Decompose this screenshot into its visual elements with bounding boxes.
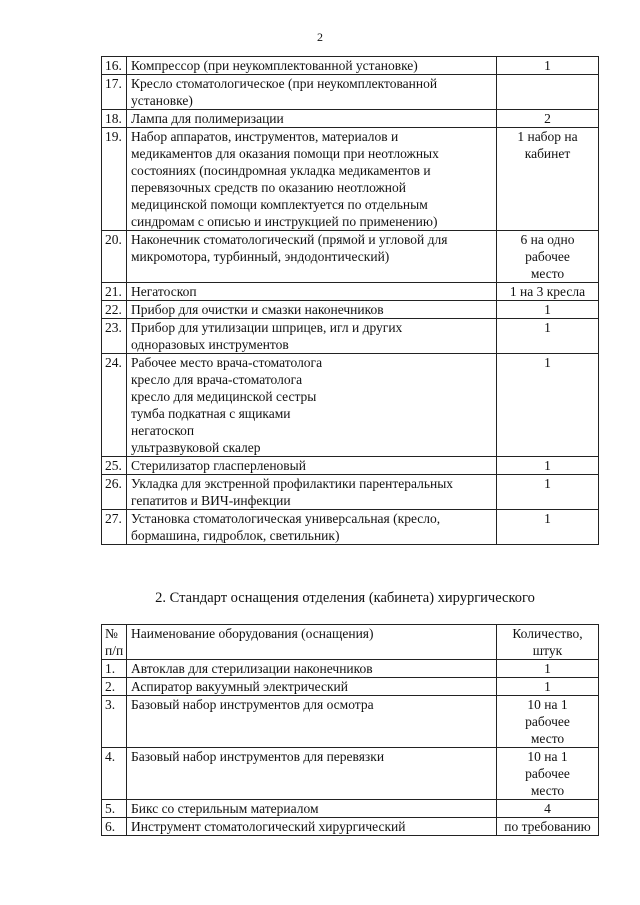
table-row: [102, 800, 599, 818]
table-row: [102, 696, 599, 748]
equipment-quantity: [497, 660, 599, 678]
section-title: 2. Стандарт оснащения отделения (кабинета) хирургического: [155, 590, 535, 606]
column-header-name-line: Наименование оборудования (оснащения): [131, 626, 374, 641]
row-number: 18.: [102, 110, 127, 128]
equipment-name: [127, 748, 497, 800]
equipment-name-line: тумба подкатная с ящиками: [131, 406, 291, 421]
equipment-name-line: одноразовых инструментов: [131, 337, 289, 352]
equipment-name: [127, 319, 497, 354]
equipment-name: [127, 818, 497, 836]
equipment-name: [127, 678, 497, 696]
equipment-quantity-line: кабинет: [524, 146, 571, 161]
equipment-name: [127, 475, 497, 510]
row-number: 17.: [102, 75, 127, 110]
equipment-name: [127, 75, 497, 110]
surgical-equipment-table-body: [102, 625, 599, 836]
equipment-quantity-line: 1: [544, 320, 551, 335]
equipment-quantity-line: место: [530, 731, 565, 746]
equipment-quantity: [497, 354, 599, 457]
equipment-name-line: гепатитов и ВИЧ-инфекции: [131, 493, 291, 508]
equipment-quantity-line: 1: [544, 511, 551, 526]
equipment-name-line: Наконечник стоматологический (прямой и угловой для: [131, 232, 448, 247]
equipment-name-line: Аспиратор вакуумный электрический: [131, 679, 348, 694]
equipment-quantity-line: 1: [544, 458, 551, 473]
equipment-name-line: Укладка для экстренной профилактики парентеральных: [131, 476, 454, 491]
row-number: 3.: [102, 696, 127, 748]
equipment-name-line: Лампа для полимеризации: [131, 111, 284, 126]
equipment-quantity-line: 1: [544, 661, 551, 676]
equipment-name-line: Базовый набор инструментов для осмотра: [131, 697, 374, 712]
table-row: [102, 660, 599, 678]
equipment-name: [127, 57, 497, 75]
table-row: [102, 678, 599, 696]
equipment-name-line: Автоклав для стерилизации наконечников: [131, 661, 373, 676]
equipment-quantity: [497, 75, 599, 110]
table-header-row: [102, 625, 599, 660]
column-header-number-line: №: [105, 626, 118, 641]
equipment-quantity: [497, 283, 599, 301]
equipment-quantity: [497, 110, 599, 128]
equipment-quantity: [497, 319, 599, 354]
equipment-name-line: Бикс со стерильным материалом: [131, 801, 319, 816]
equipment-name-line: микромотора, турбинный, эндодонтический): [131, 249, 390, 264]
column-header-name: [127, 625, 497, 660]
row-number: 2.: [102, 678, 127, 696]
table-row: [102, 57, 599, 75]
equipment-name: [127, 231, 497, 283]
row-number: 27.: [102, 510, 127, 545]
equipment-name-line: Прибор для утилизации шприцев, игл и других: [131, 320, 403, 335]
row-number: 26.: [102, 475, 127, 510]
equipment-name-line: медикаментов для оказания помощи при неотложных: [131, 146, 439, 161]
equipment-quantity-line: 1 на 3 кресла: [509, 284, 586, 299]
equipment-name: [127, 800, 497, 818]
table-row: [102, 301, 599, 319]
row-number: 5.: [102, 800, 127, 818]
equipment-quantity: [497, 457, 599, 475]
equipment-quantity: [497, 57, 599, 75]
row-number: 24.: [102, 354, 127, 457]
table-row: [102, 283, 599, 301]
equipment-name-line: медицинской помощи комплектуется по отдельным: [131, 197, 428, 212]
equipment-name-line: Установка стоматологическая универсальная (кресло,: [131, 511, 441, 526]
equipment-name-line: негатоскоп: [131, 423, 195, 438]
equipment-quantity-line: 2: [544, 111, 551, 126]
column-header-number-line: п/п: [105, 643, 124, 658]
equipment-name-line: Набор аппаратов, инструментов, материалов и: [131, 129, 399, 144]
equipment-name-line: Рабочее место врача-стоматолога: [131, 355, 323, 370]
row-number: 25.: [102, 457, 127, 475]
row-number: 6.: [102, 818, 127, 836]
equipment-quantity: [497, 475, 599, 510]
equipment-quantity: [497, 696, 599, 748]
equipment-name-line: Инструмент стоматологический хирургический: [131, 819, 406, 834]
equipment-quantity: [497, 128, 599, 231]
table-row: [102, 818, 599, 836]
equipment-quantity-line: 1: [544, 302, 551, 317]
equipment-quantity-line: 1 набор на: [517, 129, 578, 144]
table-row: [102, 75, 599, 110]
equipment-quantity-line: 1: [544, 355, 551, 370]
equipment-name: [127, 283, 497, 301]
equipment-name-line: состояниях (посиндромная укладка медикаментов и: [131, 163, 431, 178]
column-header-quantity-line: штук: [532, 643, 563, 658]
equipment-name: [127, 354, 497, 457]
row-number: 22.: [102, 301, 127, 319]
equipment-name-line: синдромам с описью и инструкцией по применению): [131, 214, 438, 229]
equipment-name-line: Базовый набор инструментов для перевязки: [131, 749, 385, 764]
equipment-name: [127, 510, 497, 545]
table-row: [102, 354, 599, 457]
table-row: [102, 128, 599, 231]
equipment-quantity: [497, 800, 599, 818]
table-row: [102, 231, 599, 283]
table-row: [102, 110, 599, 128]
equipment-name-line: Компрессор (при неукомплектованной установке): [131, 58, 418, 73]
equipment-quantity: [497, 818, 599, 836]
equipment-name: [127, 128, 497, 231]
column-header-number: [102, 625, 127, 660]
table-row: [102, 319, 599, 354]
row-number: 21.: [102, 283, 127, 301]
equipment-name: [127, 696, 497, 748]
equipment-name-line: бормашина, гидроблок, светильник): [131, 528, 340, 543]
table-row: [102, 475, 599, 510]
row-number: 20.: [102, 231, 127, 283]
equipment-quantity-line: 1: [544, 58, 551, 73]
equipment-name-line: Прибор для очистки и смазки наконечников: [131, 302, 384, 317]
row-number: 1.: [102, 660, 127, 678]
equipment-name-line: установке): [131, 93, 193, 108]
equipment-table-continued-body: [102, 57, 599, 545]
column-header-quantity-line: Количество,: [512, 626, 583, 641]
equipment-quantity: [497, 748, 599, 800]
equipment-quantity-line: 10 на 1: [527, 749, 568, 764]
equipment-quantity-line: по требованию: [504, 819, 591, 834]
equipment-name-line: Кресло стоматологическое (при неукомплектованной: [131, 76, 438, 91]
row-number: 23.: [102, 319, 127, 354]
equipment-quantity-line: место: [530, 783, 565, 798]
table-row: [102, 510, 599, 545]
equipment-quantity-line: 4: [544, 801, 551, 816]
equipment-name: [127, 110, 497, 128]
equipment-name: [127, 301, 497, 319]
equipment-quantity: [497, 678, 599, 696]
equipment-quantity-line: рабочее: [525, 714, 570, 729]
equipment-name-line: кресло для врача-стоматолога: [131, 372, 303, 387]
row-number: 4.: [102, 748, 127, 800]
equipment-quantity-line: место: [530, 266, 565, 281]
equipment-quantity-line: 10 на 1: [527, 697, 568, 712]
row-number: 19.: [102, 128, 127, 231]
equipment-table-continued: [101, 56, 599, 545]
row-number: 16.: [102, 57, 127, 75]
equipment-name: [127, 660, 497, 678]
equipment-name-line: ультразвуковой скалер: [131, 440, 261, 455]
equipment-name: [127, 457, 497, 475]
equipment-quantity: [497, 231, 599, 283]
equipment-name-line: Стерилизатор гласперленовый: [131, 458, 306, 473]
equipment-quantity: [497, 301, 599, 319]
equipment-quantity-line: рабочее: [525, 766, 570, 781]
equipment-quantity-line: 6 на одно: [520, 232, 575, 247]
equipment-name-line: Негатоскоп: [131, 284, 197, 299]
page-number: 2: [317, 30, 323, 44]
equipment-quantity-line: 1: [544, 476, 551, 491]
column-header-quantity: [497, 625, 599, 660]
table-row: [102, 457, 599, 475]
equipment-name-line: перевязочных средств по оказанию неотложной: [131, 180, 407, 195]
table-row: [102, 748, 599, 800]
surgical-equipment-table: [101, 624, 599, 836]
equipment-name-line: кресло для медицинской сестры: [131, 389, 317, 404]
equipment-quantity: [497, 510, 599, 545]
equipment-quantity-line: 1: [544, 679, 551, 694]
equipment-quantity-line: рабочее: [525, 249, 570, 264]
